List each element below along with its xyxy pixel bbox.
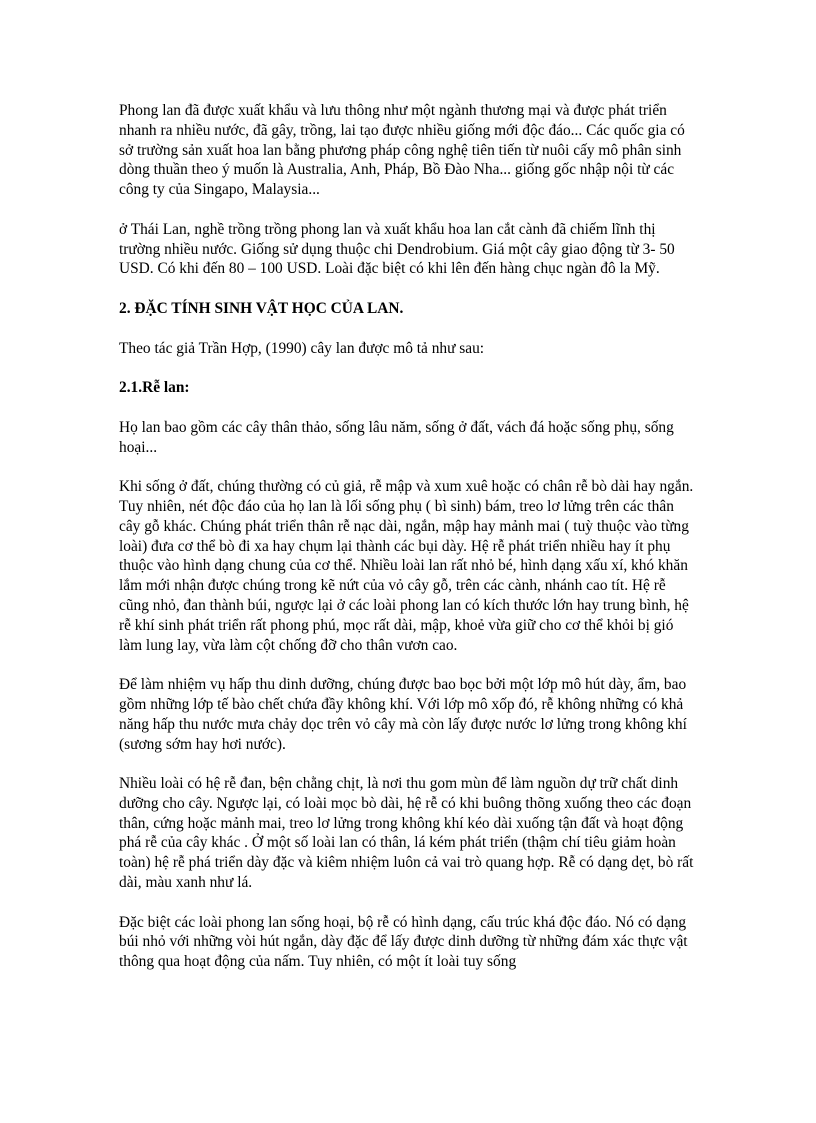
subsection-heading: 2.1.Rễ lan: xyxy=(119,379,190,397)
section-heading: 2. ĐẶC TÍNH SINH VẬT HỌC CỦA LAN. xyxy=(119,299,404,317)
body-paragraph-3: Để làm nhiệm vụ hấp thu dinh dưỡng, chúng được bao bọc bởi một lớp mô hút dày, ẩm, bao gồm những lớp tế bào chết chứa đầy không khí. Với lớp mô xốp đó, rễ không những có khả năng hấp thu nước mưa chảy dọc trên vỏ cây mà còn lấy được nước lơ lửng trong không khí (sương sớm hay hơi nước). xyxy=(119,676,687,753)
section-intro: Theo tác giả Trần Hợp, (1990) cây lan được mô tả như sau: xyxy=(119,339,485,357)
intro-paragraph-2: ở Thái Lan, nghề trồng trồng phong lan và xuất khẩu hoa lan cắt cành đã chiếm lĩnh thị trường nhiều nước. Giống sử dụng thuộc chi Dendrobium. Giá một cây giao động từ 3- 50 USD. Có khi đến 80 – 100 USD. Loài đặc biệt có khi lên đến hàng chục ngàn đô la Mỹ. xyxy=(119,220,675,278)
body-paragraph-1: Họ lan bao gồm các cây thân thảo, sống lâu năm, sống ở đất, vách đá hoặc sống phụ, sống hoại... xyxy=(119,418,674,456)
body-paragraph-5: Đặc biệt các loài phong lan sống hoại, bộ rễ có hình dạng, cấu trúc khá độc đáo. Nó có dạng búi nhỏ với những vòi hút ngắn, dày đặc để lấy được dinh dưỡng từ những đám xác thực vật thông qua hoạt động của nấm. Tuy nhiên, có một ít loài tuy sống xyxy=(119,913,688,971)
document-page xyxy=(119,101,699,992)
intro-paragraph-1: Phong lan đã được xuất khẩu và lưu thông như một ngành thương mại và được phát triển nhanh ra nhiều nước, đã gây, trồng, lai tạo được nhiều giống mới độc đáo... Các quốc gia có sở trường sản xuất hoa lan bằng phương pháp công nghệ tiên tiến từ nuôi cấy mô phân sinh dòng thuần theo ý muốn là Australia, Anh, Pháp, Bồ Đào Nha... giống gốc nhập nội từ các công ty của Singapo, Malaysia... xyxy=(119,102,685,199)
body-paragraph-4: Nhiều loài có hệ rễ đan, bện chằng chịt, là nơi thu gom mùn để làm nguồn dự trữ chất dinh dưỡng cho cây. Ngược lại, có loài mọc bò dài, hệ rễ có khi buông thõng xuống theo các đoạn thân, cứng hoặc mảnh mai, treo lơ lửng trong không khí kéo dài xuống tận đất và hoạt động phá rễ của cây khác . Ở một số loài lan có thân, lá kém phát triển (thậm chí tiêu giảm hoàn toàn) hệ rễ phá triển dày đặc và kiêm nhiệm luôn cả vai trò quang hợp. Rễ có dạng dẹt, bò rất dài, màu xanh như lá. xyxy=(119,775,694,892)
body-paragraph-2: Khi sống ở đất, chúng thường có củ giả, rễ mập và xum xuê hoặc có chân rễ bò dài hay ngắn. Tuy nhiên, nét độc đáo của họ lan là lối sống phụ ( bì sinh) bám, treo lơ lửng trên các thân cây gỗ khác. Chúng phát triển thân rễ nạc dài, ngắn, mập hay mảnh mai ( tuỳ thuộc vào từng loài) đưa cơ thể bò đi xa hay chụm lại thành các bụi dày. Hệ rễ phát triển nhiều hay ít phụ thuộc vào hình dạng chung của cơ thể. Nhiều loài lan rất nhỏ bé, hình dạng xấu xí, khó khăn lắm mới nhận được chúng trong kẽ nứt của vỏ cây gỗ, trên các cành, nhánh cao tít. Hệ rễ cũng nhỏ, đan thành búi, ngược lại ở các loài phong lan có kích thước lớn hay trung bình, hệ rễ khí sinh phát triển rất phong phú, mọc rất dài, mập, khoẻ vừa giữ cho cơ thể khỏi bị gió làm lung lay, vừa làm cột chống đỡ cho thân vươn cao. xyxy=(119,478,694,654)
